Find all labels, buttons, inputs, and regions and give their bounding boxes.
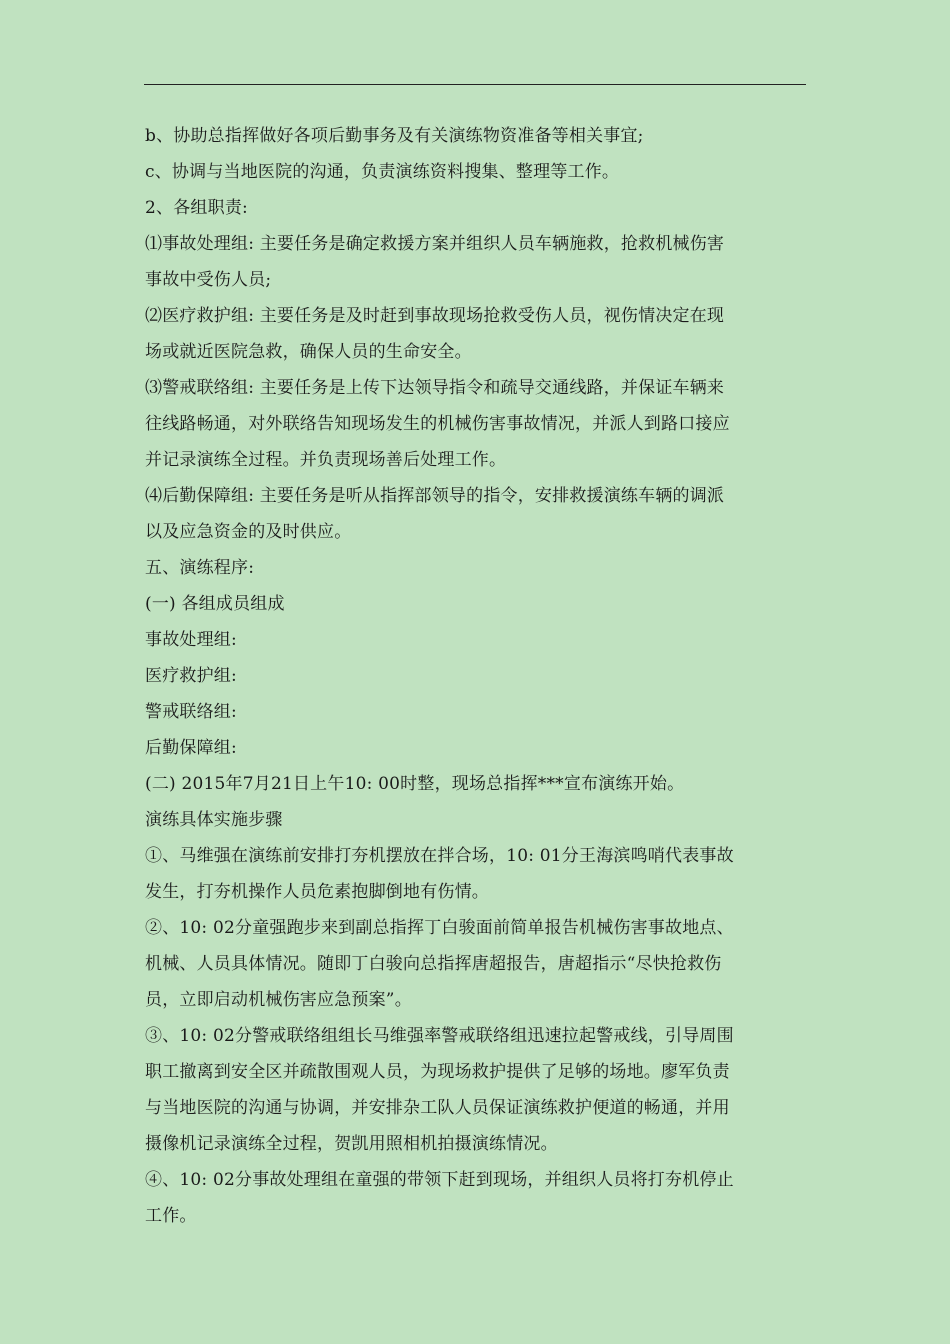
text-line: 机械、人员具体情况。随即丁白骏向总指挥唐超报告，唐超指示“尽快抢救伤 [145, 954, 722, 974]
header-rule [144, 84, 806, 85]
text-line: 职工撤离到安全区并疏散围观人员，为现场救护提供了足够的场地。廖军负责 [145, 1062, 730, 1082]
text-line: 工作。 [145, 1206, 197, 1226]
section-heading: 2、各组职责: [145, 198, 248, 218]
group-label: 警戒联络组: [145, 702, 237, 722]
text-line: 摄像机记录演练全过程，贺凯用照相机拍摄演练情况。 [145, 1134, 558, 1154]
text-line: ⑵医疗救护组: 主要任务是及时赶到事故现场抢救受伤人员，视伤情决定在现 [145, 306, 725, 326]
text-line: b、协助总指挥做好各项后勤事务及有关演练物资准备等相关事宜; [145, 126, 644, 146]
group-label: 后勤保障组: [145, 738, 237, 758]
text-line: c、协调与当地医院的沟通，负责演练资料搜集、整理等工作。 [145, 162, 620, 182]
text-line: ④、10: 02分事故处理组在童强的带领下赶到现场，并组织人员将打夯机停止 [145, 1170, 734, 1190]
text-line: 演练具体实施步骤 [145, 810, 283, 830]
text-line: 并记录演练全过程。并负责现场善后处理工作。 [145, 450, 507, 470]
text-line: 事故中受伤人员; [145, 270, 272, 290]
text-line: 往线路畅通，对外联络告知现场发生的机械伤害事故情况，并派人到路口接应 [145, 414, 730, 434]
text-line: ⑷后勤保障组: 主要任务是听从指挥部领导的指令，安排救援演练车辆的调派 [145, 486, 725, 506]
subsection-heading: (一) 各组成员组成 [145, 594, 285, 614]
text-line: ⑶警戒联络组: 主要任务是上传下达领导指令和疏导交通线路，并保证车辆来 [145, 378, 725, 398]
section-heading: 五、演练程序: [145, 558, 255, 578]
text-line: ③、10: 02分警戒联络组组长马维强率警戒联络组迅速拉起警戒线，引导周围 [145, 1026, 734, 1046]
subsection-heading: (二) 2015年7月21日上午10: 00时整，现场总指挥***宣布演练开始。 [145, 774, 685, 794]
text-line: 发生，打夯机操作人员危素抱脚倒地有伤情。 [145, 882, 489, 902]
text-line: ⑴事故处理组: 主要任务是确定救援方案并组织人员车辆施救，抢救机械伤害 [145, 234, 725, 254]
text-line: 以及应急资金的及时供应。 [145, 522, 352, 542]
text-line: ②、10: 02分童强跑步来到副总指挥丁白骏面前简单报告机械伤害事故地点、 [145, 918, 734, 938]
text-line: 场或就近医院急救，确保人员的生命安全。 [145, 342, 472, 362]
text-line: ①、马维强在演练前安排打夯机摆放在拌合场，10: 01分王海滨鸣哨代表事故 [145, 846, 734, 866]
group-label: 事故处理组: [145, 630, 237, 650]
text-line: 与当地医院的沟通与协调，并安排杂工队人员保证演练救护便道的畅通，并用 [145, 1098, 730, 1118]
text-line: 员，立即启动机械伤害应急预案”。 [145, 990, 412, 1010]
group-label: 医疗救护组: [145, 666, 237, 686]
document-body [145, 118, 807, 1234]
